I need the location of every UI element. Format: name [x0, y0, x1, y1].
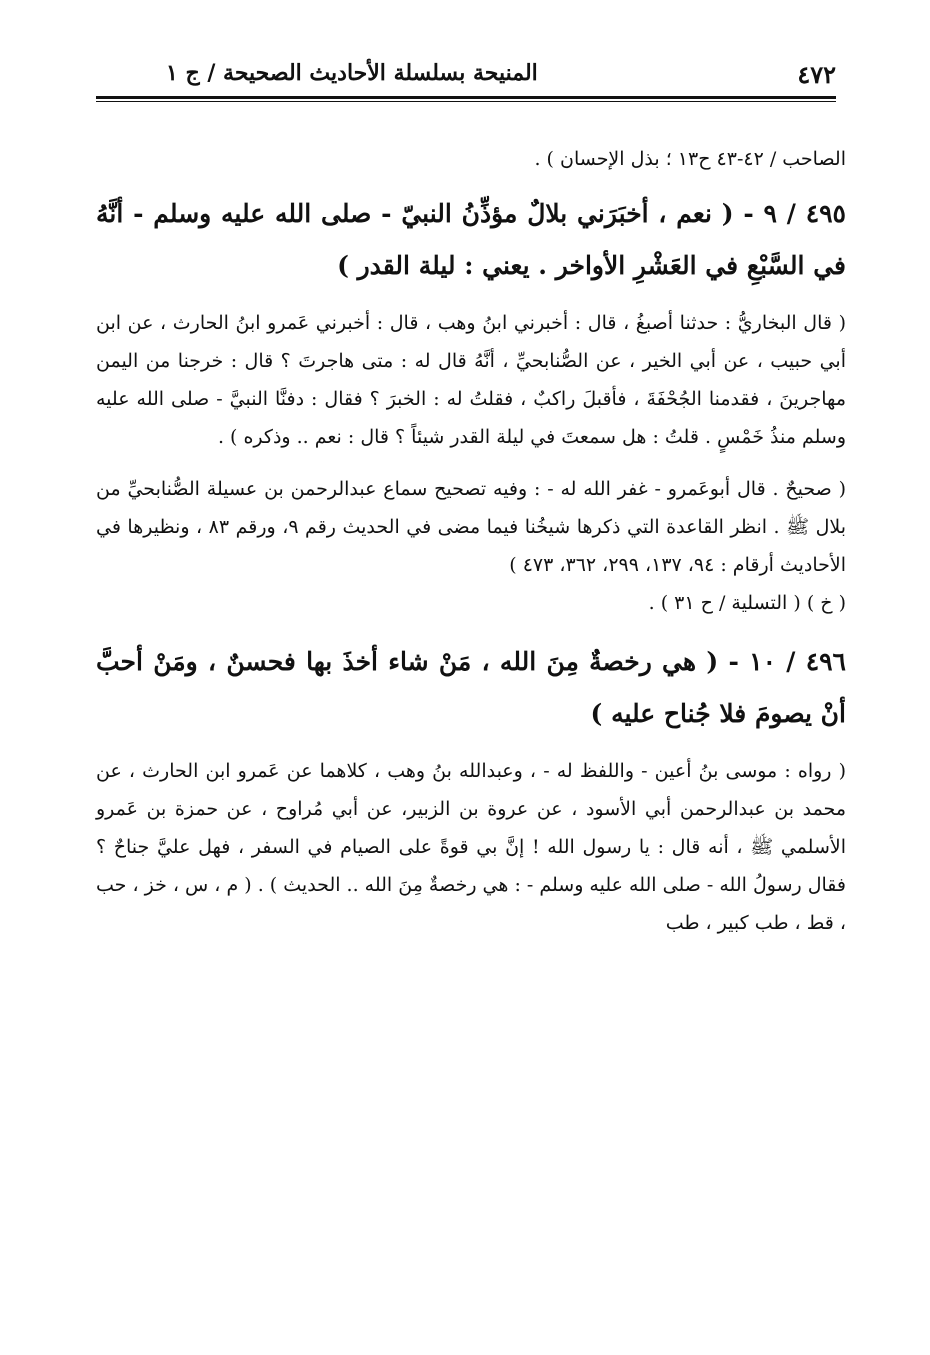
hadith-495-chain: ( قال البخاريُّ : حدثنا أصبغُ ، قال : أخبرني ابنُ وهب ، قال : أخبرني عَمرو ابنُ الحارث ، عن ابن أبي حبيب ، عن أبي الخير ، عن الصُّنابحيِّ ، أنَّهُ قال له : متى هاجرتَ ؟ قال : خرجنا من اليمن مهاجرينَ ، فقدمنا الجُحْفَةَ ، فأقبلَ راكبٌ ، فقلتُ له : الخبرَ ؟ فقال : دفنَّا النبيَّ - صلى الله عليه وسلم منذُ خَمْسٍ . قلتُ : هل سمعتَ في ليلة القدر شيئاً ؟ قال : نعم .. وذكره ) . — [96, 312, 846, 448]
continuation-line: الصاحب / ٤٢-٤٣ ح١٣ ؛ بذل الإحسان ) . — [534, 148, 846, 170]
spacer — [96, 622, 846, 636]
spacer — [96, 456, 846, 470]
page-header — [96, 52, 836, 96]
running-title: المنيحة بسلسلة الأحاديث الصحيحة / ج ١ — [166, 60, 538, 86]
header-rule-thin — [96, 101, 836, 102]
hadith-495-grading: ( صحيحٌ . قال أبوعَمرو - غفر الله له - : وفيه تصحيح سماع عبدالرحمن بن عسيلة الصُّنابحيِّ من بلال ﷺ . انظر القاعدة التي ذكرها شيخُنا فيما مضى في الحديث رقم ٩، ورقم ٨٣ ، ونظيرها في الأحاديث أرقام : ٩٤، ١٣٧، ٢٩٩، ٣٦٢، ٤٧٣ ) — [96, 478, 846, 576]
page-content — [96, 140, 846, 942]
hadith-496-chain: ( رواه : موسى بنُ أعين - واللفظ له - ، وعبدالله بنُ وهب ، كلاهما عن عَمرو ابن الحارث ، عن محمد بن عبدالرحمن أبي الأسود ، عن عروة بن الزبير، عن أبي مُراوح ، عن حمزة بن عَمرو الأسلمي ﷺ ، أنه قال : يا رسول الله ! إنَّ بي قوةً على الصيام في السفر ، فهل عليَّ جناحٌ ؟ فقال رسولُ الله - صلى الله عليه وسلم - : هي رخصةٌ مِنَ الله .. الحديث ) . ( م ، س ، خز ، حب ، قط ، طب كبير ، طب — [96, 760, 847, 934]
page-number: ٤٧٢ — [797, 60, 836, 89]
hadith-496-text: ٤٩٦ / ١٠ - ( هي رخصةٌ مِنَ الله ، مَنْ شاء أخذَ بها فحسنٌ ، ومَنْ أحبَّ أنْ يصومَ فلا جُناح عليه ) — [96, 647, 846, 728]
hadith-495-text: ٤٩٥ / ٩ - ( نعم ، أخبَرَني بلالٌ مؤذِّنُ النبيّ - صلى الله عليه وسلم - أنَّهُ في السَّبْعِ في العَشْرِ الأواخر . يعني : ليلة القدر ) — [96, 199, 846, 280]
spacer — [96, 178, 846, 188]
hadith-495-reference: ( خ ) ( التسلية / ح ٣١ ) . — [648, 592, 846, 614]
header-rule-thick — [96, 96, 836, 99]
